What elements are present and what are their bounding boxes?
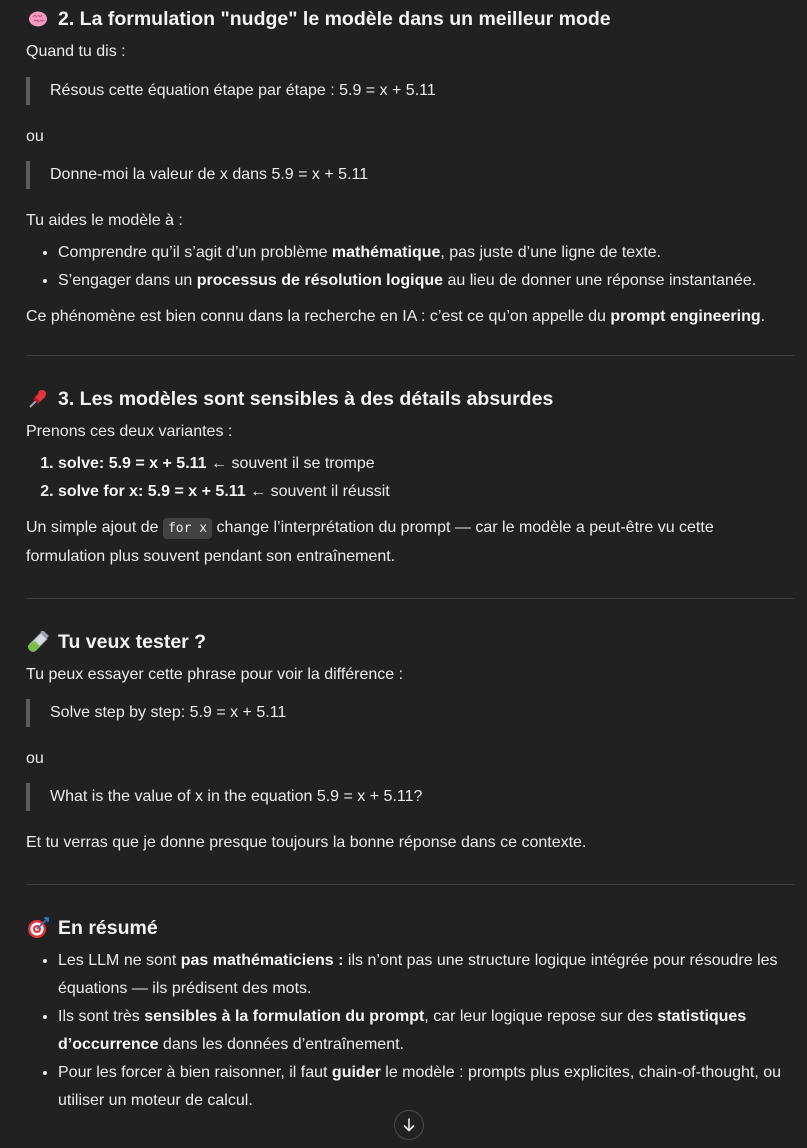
test-tube-icon — [26, 630, 50, 654]
arrow-down-icon — [401, 1117, 417, 1133]
scroll-to-bottom-button[interactable] — [394, 1110, 424, 1140]
paragraph: Tu aides le modèle à : — [26, 212, 183, 229]
paragraph: Ce phénomène est bien connu dans la recherche en IA : c’est ce qu’on appelle du prompt engineering. — [26, 308, 766, 325]
section-title: 3. Les modèles sont sensibles à des détails absurdes — [58, 387, 554, 410]
blockquote — [26, 77, 794, 105]
paragraph: Un simple ajout de for x change l’interprétation du prompt — car le modèle a peut-être vu cette formulation plus souvent pendant son entraînement. — [26, 519, 714, 565]
quote-text: Résous cette équation étape par étape : 5.9 = x + 5.11 — [50, 82, 436, 99]
bullet-list — [26, 239, 794, 295]
list-item: 1. solve: 5.9 = x + 5.11 ← souvent il se trompe — [58, 450, 794, 478]
section-title: 2. La formulation "nudge" le modèle dans un meilleur mode — [58, 7, 611, 30]
list-item: • S’engager dans un processus de résolution logique au lieu de donner une réponse instantanée. — [58, 267, 794, 295]
paragraph: Prenons ces deux variantes : — [26, 423, 233, 440]
paragraph: ou — [26, 750, 44, 767]
divider — [26, 884, 794, 885]
list-item: • Pour les forcer à bien raisonner, il faut guider le modèle : prompts plus explicites, chain-of-thought, ou utiliser un moteur de calcul. — [58, 1059, 794, 1115]
section-title: En résumé — [58, 916, 158, 939]
quote-text: Donne-moi la valeur de x dans 5.9 = x + 5.11 — [50, 166, 369, 183]
paragraph: ou — [26, 128, 44, 145]
inline-code: for x — [163, 518, 212, 539]
chat-message — [26, 0, 794, 1115]
blockquote — [26, 783, 794, 811]
brain-icon — [26, 7, 50, 31]
section-heading — [26, 0, 794, 38]
section-heading — [26, 909, 794, 947]
list-item: 2. solve for x: 5.9 = x + 5.11 ← souvent il réussit — [58, 478, 794, 506]
pushpin-icon — [26, 387, 50, 411]
bullet-list — [26, 947, 794, 1115]
section-heading — [26, 380, 794, 418]
blockquote — [26, 699, 794, 727]
quote-text: Solve step by step: 5.9 = x + 5.11 — [50, 704, 287, 721]
divider — [26, 355, 794, 356]
list-item: • Comprendre qu’il s’agit d’un problème mathématique, pas juste d’une ligne de texte. — [58, 239, 794, 267]
section-title: Tu veux tester ? — [58, 630, 207, 653]
list-item: • Les LLM ne sont pas mathématiciens : ils n’ont pas une structure logique intégrée pour résoudre les équations — ils prédisent des mots. — [58, 947, 794, 1003]
target-icon — [26, 916, 50, 940]
divider — [26, 598, 794, 599]
paragraph: Tu peux essayer cette phrase pour voir la différence : — [26, 666, 404, 683]
numbered-list — [26, 450, 794, 506]
section-heading — [26, 623, 794, 661]
blockquote — [26, 161, 794, 189]
paragraph: Et tu verras que je donne presque toujours la bonne réponse dans ce contexte. — [26, 834, 587, 851]
quote-text: What is the value of x in the equation 5.9 = x + 5.11? — [50, 788, 423, 805]
list-item: • Ils sont très sensibles à la formulation du prompt, car leur logique repose sur des statistiques d’occurrence dans les données d’entraînement. — [58, 1003, 794, 1059]
paragraph: Quand tu dis : — [26, 43, 126, 60]
